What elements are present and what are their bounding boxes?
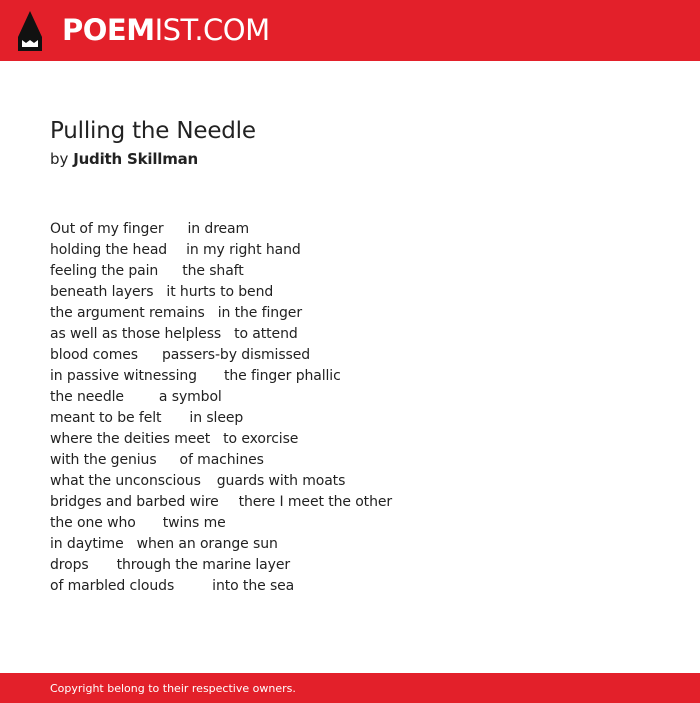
poem-phrase: as well as those helpless xyxy=(50,326,222,342)
poem-phrase: in the finger xyxy=(217,305,302,321)
poem-line xyxy=(50,282,392,303)
poem-body xyxy=(50,219,392,597)
poem-line xyxy=(50,219,392,240)
poem-phrase: to exorcise xyxy=(223,431,299,447)
poem-phrase: of machines xyxy=(179,452,264,468)
poem-title: Pulling the Needle xyxy=(50,118,256,144)
site-footer xyxy=(0,673,700,703)
poem-line xyxy=(50,576,392,597)
poem-byline xyxy=(50,149,198,169)
poem-phrase: drops xyxy=(50,557,89,573)
poem-phrase: the finger phallic xyxy=(223,368,341,384)
poem-phrase: guards with moats xyxy=(216,473,346,489)
poem-phrase: the one who xyxy=(50,515,136,531)
poem-phrase: passers-by dismissed xyxy=(161,347,311,363)
poem-phrase: to attend xyxy=(234,326,298,342)
author-name[interactable]: Judith Skillman xyxy=(73,150,199,168)
logo-text-light: IST.COM xyxy=(154,13,270,47)
poem-line xyxy=(50,387,392,408)
poem-phrase: in passive witnessing xyxy=(50,368,197,384)
poem-line xyxy=(50,261,392,282)
poem-phrase: of marbled clouds xyxy=(50,578,175,594)
poem-phrase: in sleep xyxy=(189,410,244,426)
poem-line xyxy=(50,471,392,492)
poem-phrase: the shaft xyxy=(182,263,244,279)
poem-line xyxy=(50,450,392,471)
site-header xyxy=(0,0,700,61)
poem-line xyxy=(50,408,392,429)
poem-phrase: in my right hand xyxy=(186,242,301,258)
poem-phrase: in dream xyxy=(187,221,250,237)
poem-phrase: the needle xyxy=(50,389,124,405)
poem-phrase: blood comes xyxy=(50,347,138,363)
poem-line xyxy=(50,492,392,513)
poem-line xyxy=(50,240,392,261)
poem-phrase: it hurts to bend xyxy=(166,284,274,300)
poem-phrase: beneath layers xyxy=(50,284,154,300)
poem-line xyxy=(50,303,392,324)
poem-phrase: what the unconscious xyxy=(50,473,201,489)
poem-line xyxy=(50,345,392,366)
poem-line xyxy=(50,513,392,534)
poem-line xyxy=(50,429,392,450)
poem-phrase: when an orange sun xyxy=(136,536,278,552)
poem-phrase: where the deities meet xyxy=(50,431,211,447)
poem-phrase: the argument remains xyxy=(50,305,205,321)
poem-line xyxy=(50,366,392,387)
poem-phrase: meant to be felt xyxy=(50,410,162,426)
poem-line xyxy=(50,534,392,555)
poem-phrase: Out of my finger xyxy=(50,221,164,237)
poem-phrase: twins me xyxy=(162,515,226,531)
poem-line xyxy=(50,555,392,576)
poem-phrase: bridges and barbed wire xyxy=(50,494,219,510)
pencil-icon[interactable] xyxy=(18,11,42,51)
copyright-text: Copyright belong to their respective owners. xyxy=(50,682,296,695)
poem-phrase: holding the head xyxy=(50,242,168,258)
logo-text-bold: POEM xyxy=(62,13,155,47)
poem-phrase: through the marine layer xyxy=(116,557,291,573)
poem-phrase: there I meet the other xyxy=(238,494,393,510)
site-logo[interactable] xyxy=(62,13,270,47)
poem-phrase: with the genius xyxy=(50,452,157,468)
by-label: by xyxy=(50,150,69,168)
poem-line xyxy=(50,324,392,345)
poem-phrase: in daytime xyxy=(50,536,124,552)
poem-phrase: a symbol xyxy=(158,389,222,405)
poem-phrase: feeling the pain xyxy=(50,263,159,279)
poem-phrase: into the sea xyxy=(212,578,295,594)
